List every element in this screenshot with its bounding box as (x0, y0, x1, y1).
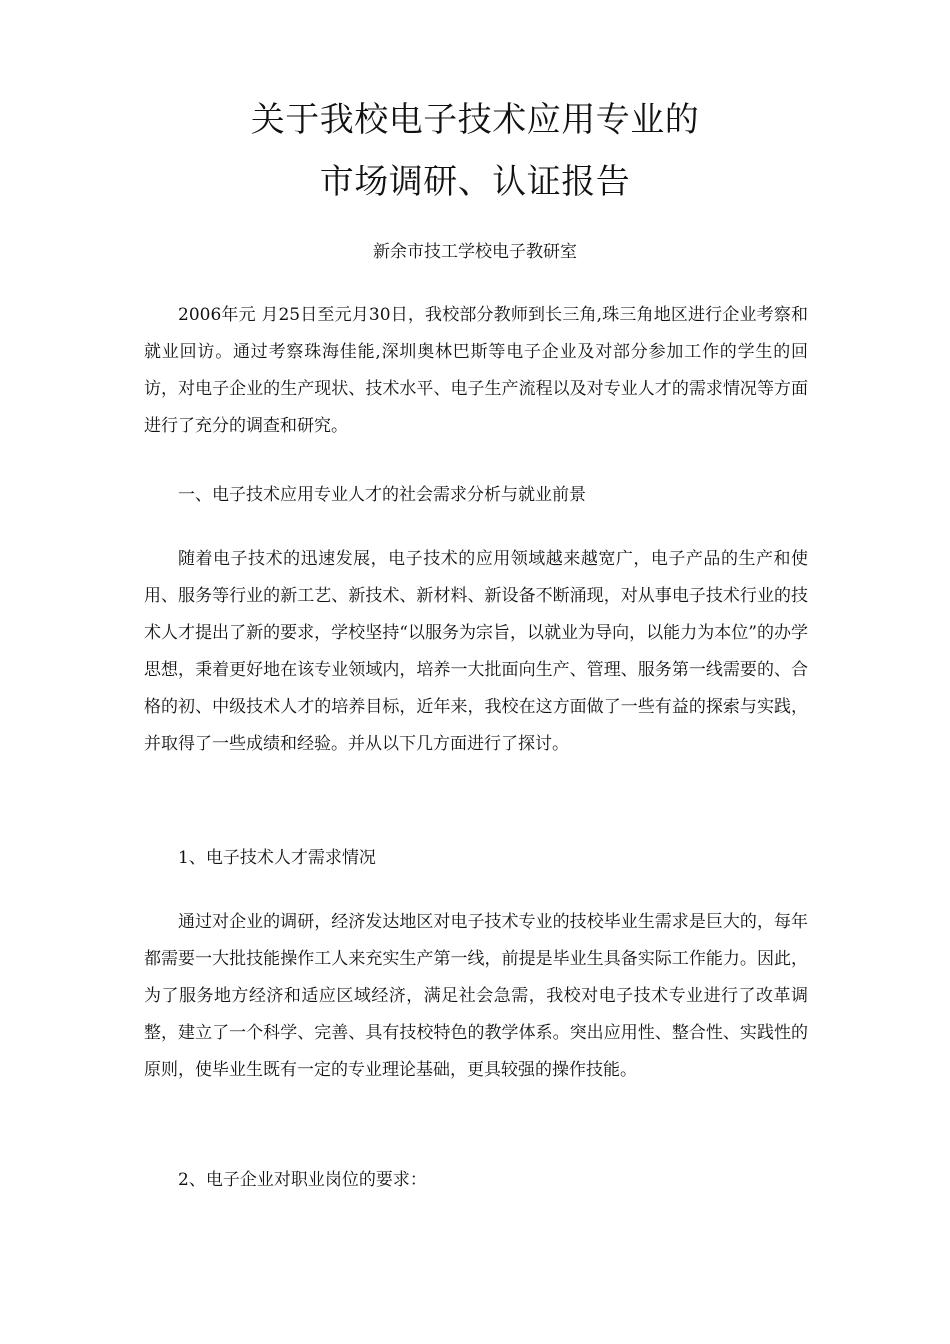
intro-paragraph: 2006年元 月25日至元月30日，我校部分教师到长三角,珠三角地区进行企业考察和就业回访。通过考察珠海佳能,深圳奥林巴斯等电子企业及对部分参加工作的学生的回访，对电子企业的生产现状、技术水平、电子生产流程以及对专业人才的需求情况等方面进行了充分的调查和研究。 (144, 305, 808, 436)
subsection-heading-2: 2、电子企业对职业岗位的要求： (178, 1170, 427, 1190)
document-title-line1: 关于我校电子技术应用专业的 (250, 100, 700, 140)
document-title-line2: 市场调研、认证报告 (319, 162, 631, 202)
section-heading-1: 一、电子技术应用专业人才的社会需求分析与就业前景 (178, 485, 586, 505)
subsection-1-paragraph: 通过对企业的调研，经济发达地区对电子技术专业的技校毕业生需求是巨大的，每年都需要一大批技能操作工人来充实生产第一线，前提是毕业生具备实际工作能力。因此，为了服务地方经济和适应区域经济，满足社会急需，我校对电子技术专业进行了改革调整，建立了一个科学、完善、具有技校特色的教学体系。突出应用性、整合性、实践性的原则，使毕业生既有一定的专业理论基础，更具较强的操作技能。 (144, 912, 808, 1080)
subsection-heading-1: 1、电子技术人才需求情况 (178, 848, 376, 868)
document-author: 新余市技工学校电子教研室 (373, 242, 577, 262)
section-1-paragraph: 随着电子技术的迅速发展，电子技术的应用领域越来越宽广，电子产品的生产和使用、服务等行业的新工艺、新技术、新材料、新设备不断涌现，对从事电子技术行业的技术人才提出了新的要求，学校坚持“以服务为宗旨，以就业为导向，以能力为本位”的办学思想，秉着更好地在该专业领域内，培养一大批面向生产、管理、服务第一线需要的、合格的初、中级技术人才的培养目标，近年来，我校在这方面做了一些有益的探索与实践，并取得了一些成绩和经验。并从以下几方面进行了探讨。 (144, 549, 808, 754)
